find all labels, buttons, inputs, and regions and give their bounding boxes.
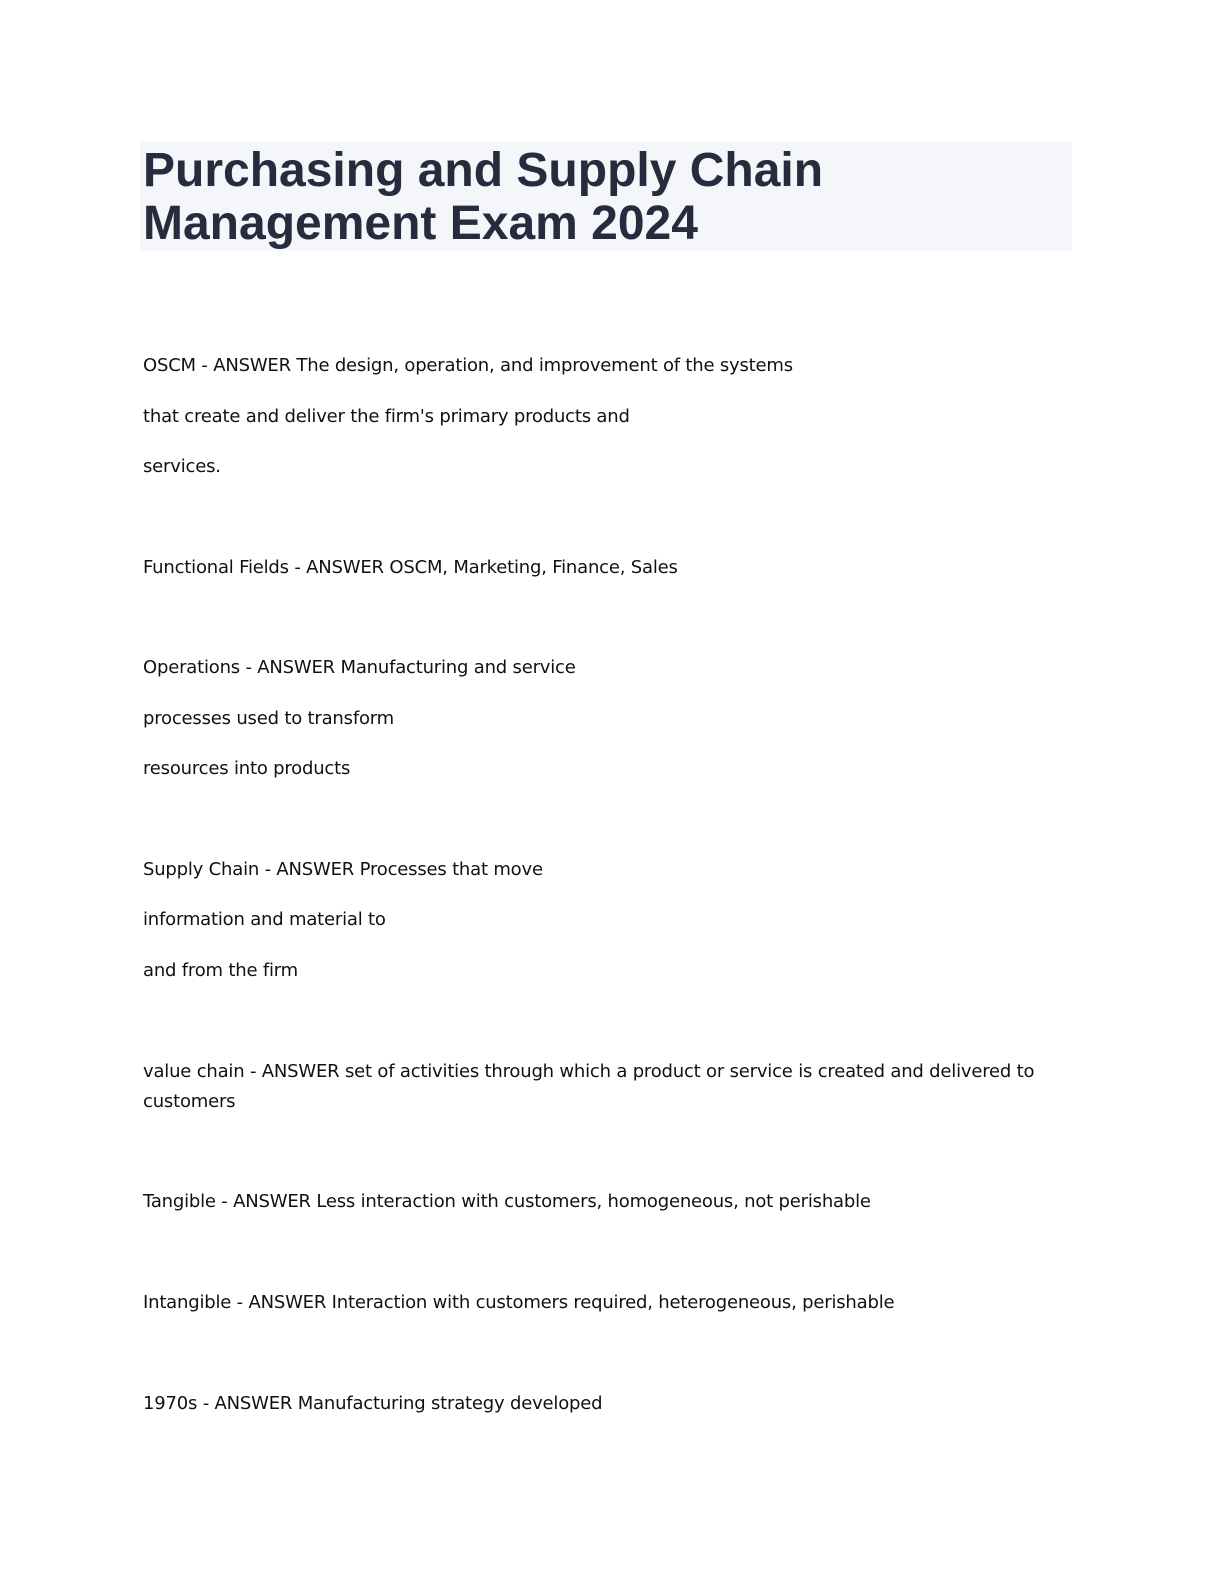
text-line-value-chain-1: value chain - ANSWER set of activities through which a product or service is created and delivered to [143, 1061, 1035, 1082]
text-line-supply-chain-2: information and material to [143, 909, 386, 930]
text-line-1970s: 1970s - ANSWER Manufacturing strategy developed [143, 1393, 603, 1414]
text-line-value-chain-2: customers [143, 1091, 236, 1112]
text-line-intangible: Intangible - ANSWER Interaction with customers required, heterogeneous, perishable [143, 1292, 895, 1313]
text-line-oscm-2: that create and deliver the firm's primary products and [143, 406, 630, 427]
text-line-supply-chain-1: Supply Chain - ANSWER Processes that move [143, 859, 543, 880]
text-line-supply-chain-3: and from the firm [143, 960, 299, 981]
text-line-oscm-3: services. [143, 456, 221, 477]
text-line-operations-1: Operations - ANSWER Manufacturing and service [143, 657, 576, 678]
text-line-oscm-1: OSCM - ANSWER The design, operation, and improvement of the systems [143, 355, 793, 376]
text-line-functional-fields: Functional Fields - ANSWER OSCM, Marketing, Finance, Sales [143, 557, 678, 578]
text-line-operations-2: processes used to transform [143, 708, 394, 729]
text-line-operations-3: resources into products [143, 758, 351, 779]
document-title-line-1: Purchasing and Supply Chain [143, 144, 824, 197]
text-line-tangible: Tangible - ANSWER Less interaction with customers, homogeneous, not perishable [143, 1191, 871, 1212]
document-title-line-2: Management Exam 2024 [143, 197, 698, 250]
